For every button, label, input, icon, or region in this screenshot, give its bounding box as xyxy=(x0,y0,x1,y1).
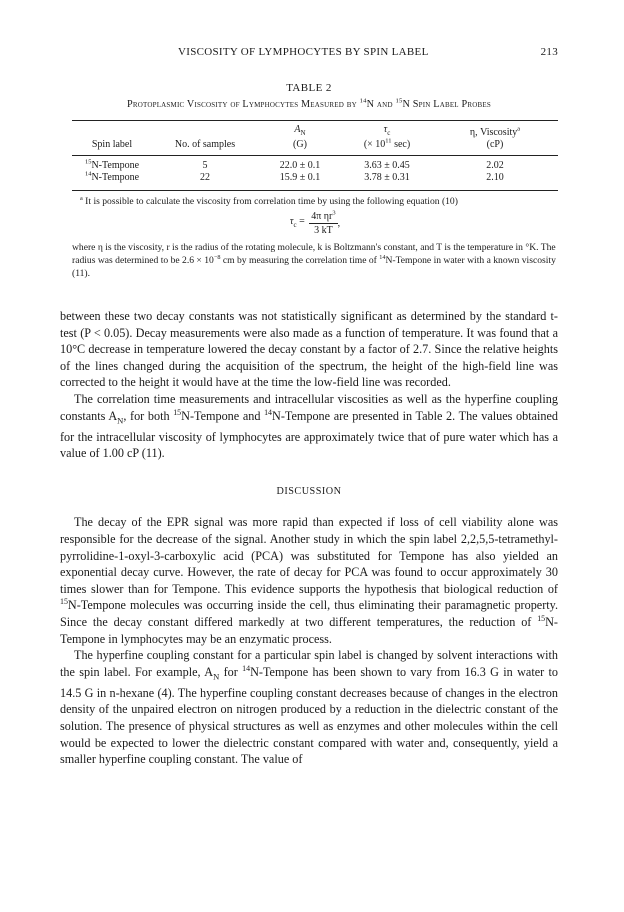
table-row: $^{15}$N-Tempone 5 22.0 ± 0.1 3.63 ± 0.45 2.02 xyxy=(84,158,504,171)
table-number: TABLE 2 xyxy=(286,82,332,94)
table-row: $^{14}$N-Tempone 22 15.9 ± 0.1 3.78 ± 0.31 2.10 xyxy=(84,170,504,183)
body-text xyxy=(60,308,558,768)
table-header-row xyxy=(72,124,558,139)
viscosity-equation: $\tau_c$ = $\frac{4\pi \eta r^3}{3 kT}$ , xyxy=(289,209,341,236)
spin-label-header: Spin label xyxy=(91,139,133,150)
paragraph: between these two decay constants was not statistically significant as determined by the standard t-test (P < 0.05). Decay measurements were also made as a function of temperature. It was found that a 10°C decrease in temperature lowered the decay constant by a factor of 2.7. Since the relative heights of the lines changed during the acquisition of the spectrum, the height of the high-field line was corrected to the height it would have at the time the low-field line was recorded. xyxy=(60,309,558,390)
paragraph: The hyperfine coupling constant for a particular spin label is changed by solvent interactions with the spin label. For example, $A_N$ for $^{14}$N-Tempone has been shown to vary from 16.3 G in water to 14.5 G in n-hexane (4). The hyperfine coupling constant decreases because of changes in the electron density of the unpaired electron on nitrogen produced by a reduction in the dielectric constant of the solution. The presence of physical structures as well as enzymes and other molecules within the cell would be expected to lower the dielectric constant compared with water and, consequently, yield a smaller hyperfine coupling constant. The value of xyxy=(60,648,559,767)
journal-page xyxy=(60,46,558,768)
an-header: $A_N$ xyxy=(294,124,306,137)
tc-header: $\tau_c$ xyxy=(383,124,391,137)
table-footnote: $^a$ It is possible to calculate the viscosity from correlation time by using the following equation (10) $\tau_c$ = $\frac{4\pi \eta r^3}{3 kT}$ , where η is the viscosity, r is the radius of the rotating molecule, k is Boltzmann's constant, and T is the temperature in °K. The radius was determined to be $2.6 \times 10^{-8}$ cm by measuring the correlation time of $^{14}$N-Tempone in water with a known viscosity (11). xyxy=(72,195,558,280)
section-heading: DISCUSSION xyxy=(276,485,342,497)
paragraph: The correlation time measurements and intracellular viscosities as well as the hyperfine coupling constants $A_N$, for both $^{15}$N-Tempone and $^{14}$N-Tempone are presented in Table 2. The values obtained for the intracellular viscosity of lymphocytes are approximately twice that of pure water which has a value of 1.00 cP (11). xyxy=(60,391,558,461)
samples-header: No. of samples xyxy=(174,139,236,150)
running-title: VISCOSITY OF LYMPHOCYTES BY SPIN LABEL xyxy=(178,46,429,58)
table-header-row-2 xyxy=(72,139,558,156)
an-unit: (G) xyxy=(293,139,307,150)
viscosity-header: η, Viscosity$^a$ xyxy=(469,125,521,138)
page-number: 213 xyxy=(540,46,558,58)
paragraph: The decay of the EPR signal was more rapid than expected if loss of cell viability alone was responsible for the decrease of the signal. Another study in which the spin label 2,2,5,5-tetramethyl-pyrrolidine-1-oxyl-3-carboxylic acid (PCA) was substituted for Tempone has also yielded an exponential decay curve. However, the rate of decay for PCA was found to occur approximately 30 times slower than for Tempone. This evidence supports the hypothesis that biological reduction of $^{15}$N-Tempone molecules was occurring inside the cell, thus eliminating their paramagnetic property. Since the decay constant differed markedly at two different temperatures, the reduction of $^{15}$N-Tempone in lymphocytes may be an enzymatic process. xyxy=(60,515,558,646)
data-table xyxy=(72,124,558,190)
table-bottom-rule xyxy=(72,190,558,191)
running-header xyxy=(60,46,558,58)
tc-unit: (× $10^{11}$ sec) xyxy=(363,137,411,150)
viscosity-unit: (cP) xyxy=(486,139,504,150)
table-caption: Protoplasmic Viscosity of Lymphocytes Measured by $^{14}$N and $^{15}$N Spin Label Probes xyxy=(127,97,491,110)
table-top-rule xyxy=(72,120,558,121)
